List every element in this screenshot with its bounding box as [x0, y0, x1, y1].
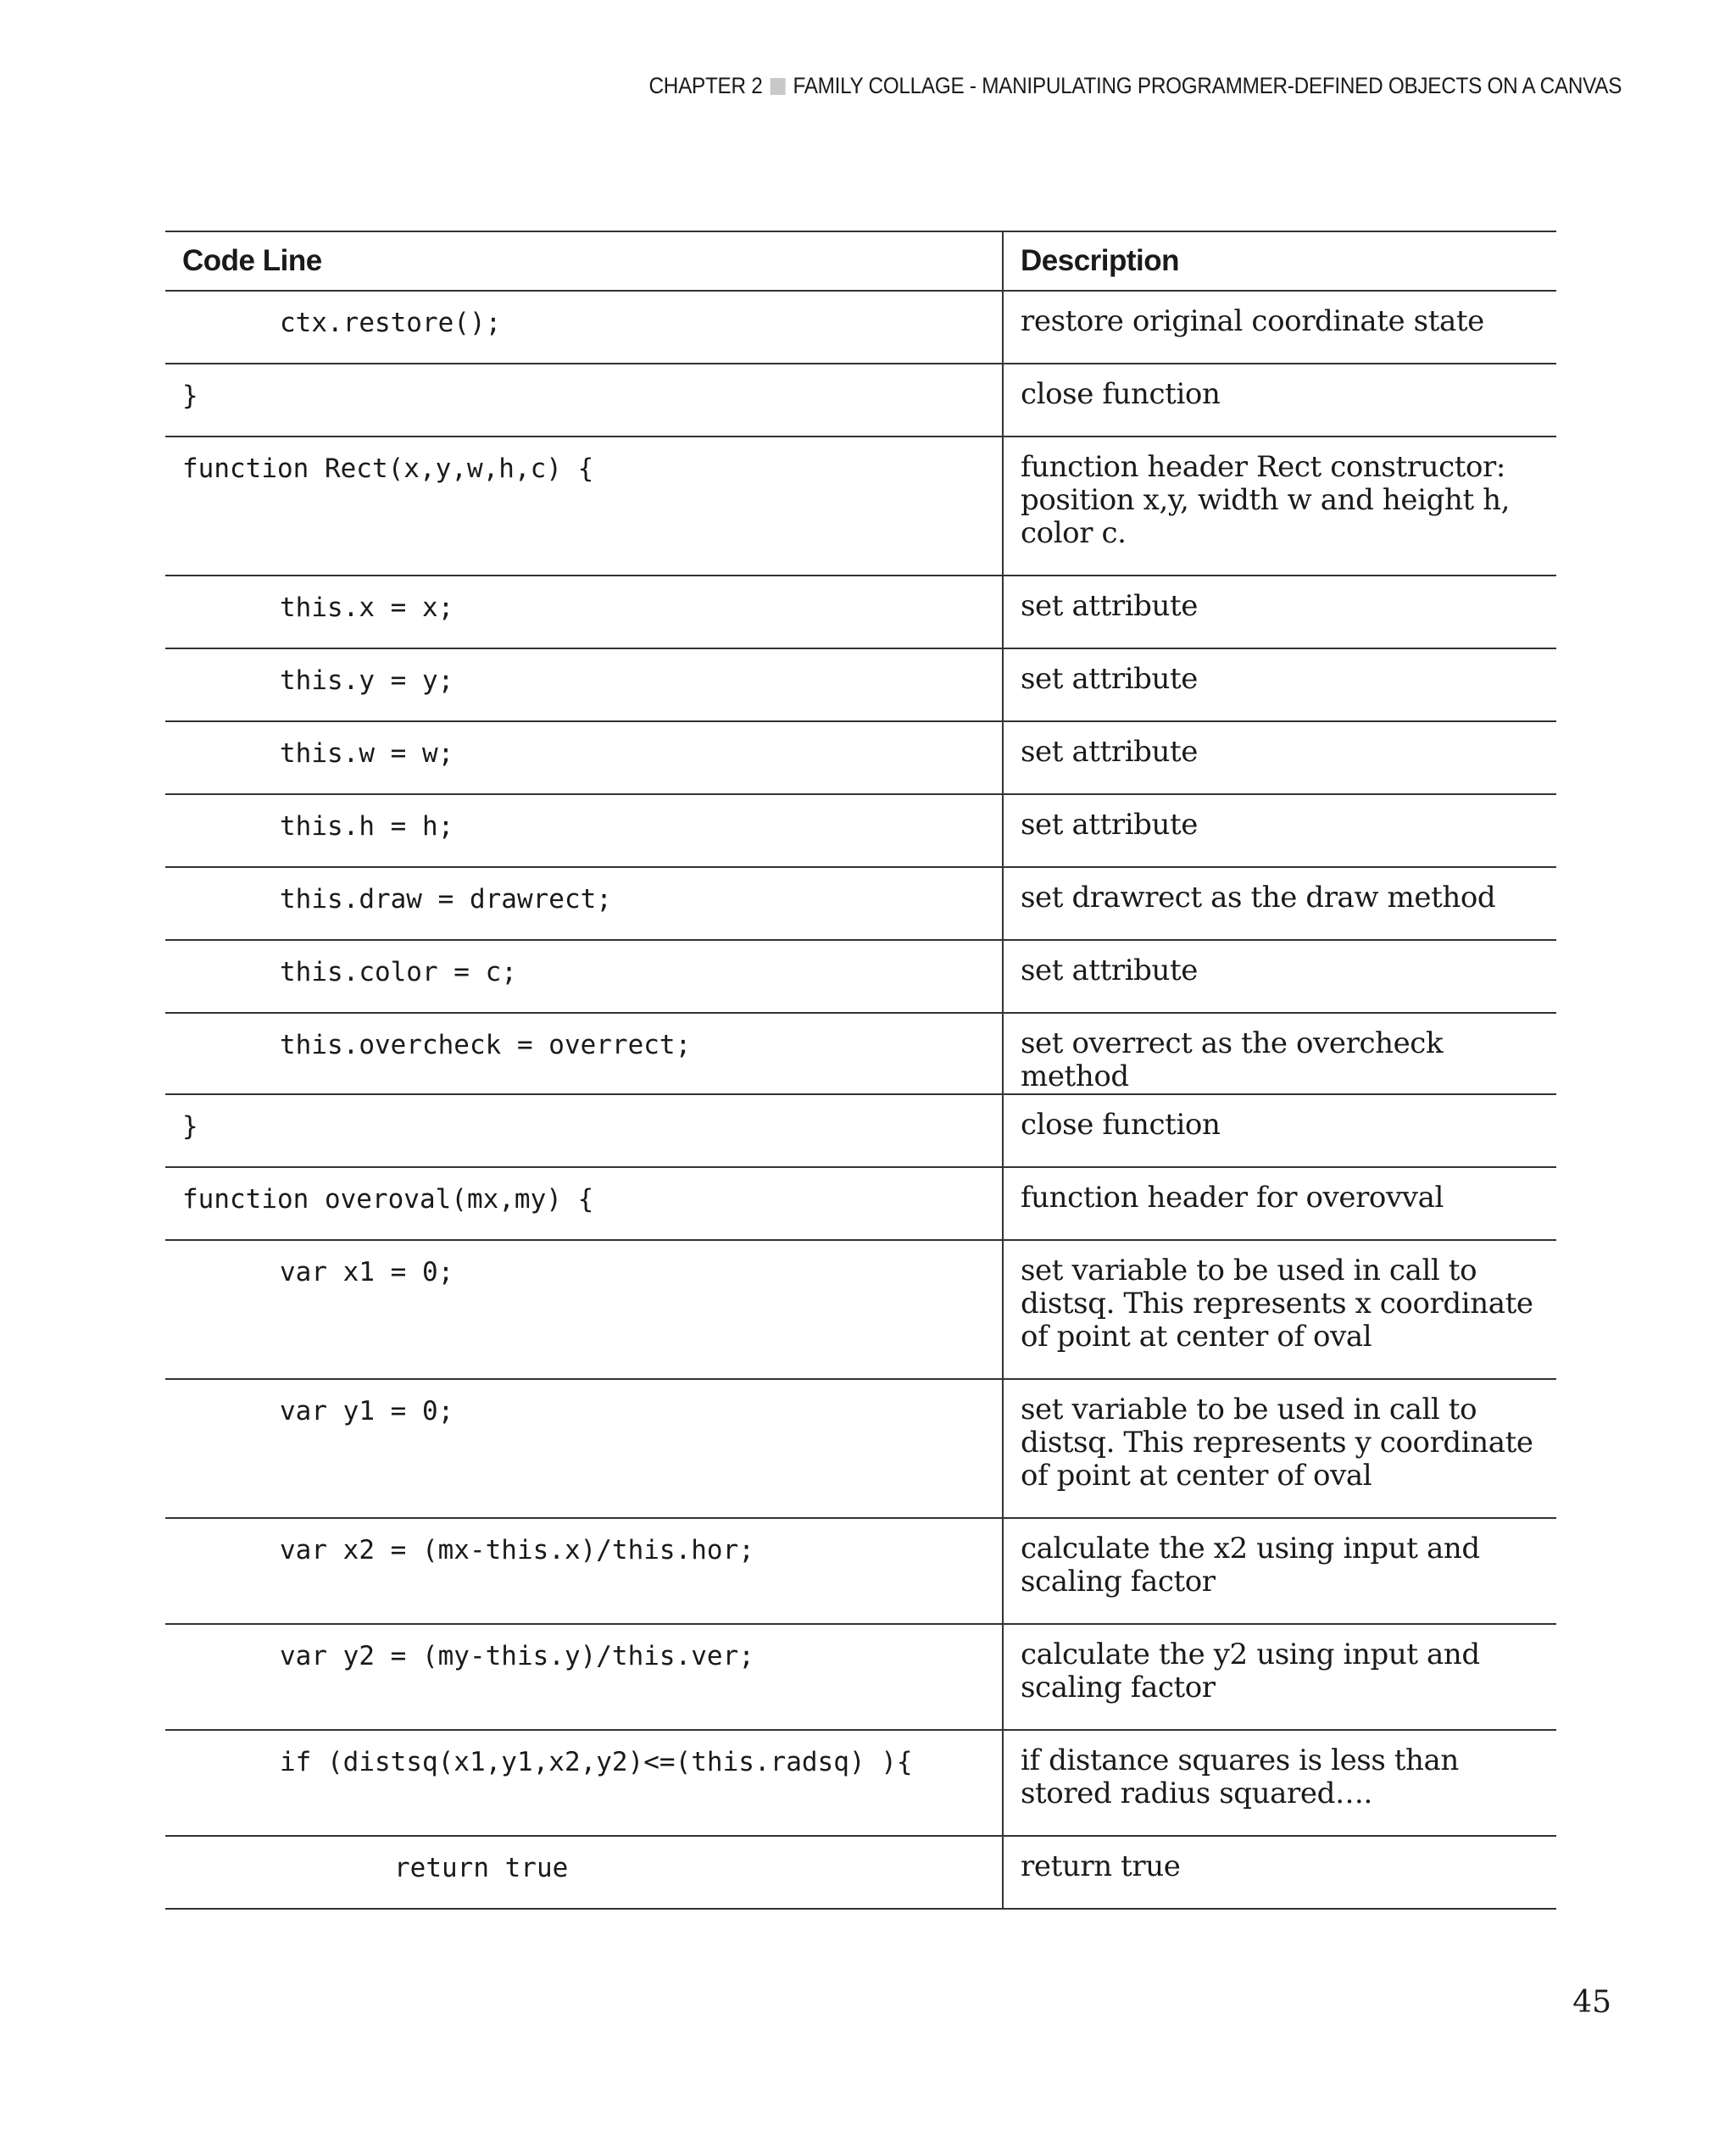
chapter-title: FAMILY COLLAGE - MANIPULATING PROGRAMMER-DEFINED OBJECTS ON A CANVAS	[793, 73, 1622, 98]
chapter-label: CHAPTER 2	[648, 73, 763, 98]
table-row	[165, 1013, 1556, 1094]
table-row	[165, 1379, 1556, 1518]
code-line-cell: var x2 = (mx-this.x)/this.hor;	[165, 1518, 1003, 1624]
table-row	[165, 1240, 1556, 1379]
table-row	[165, 291, 1556, 364]
table-row	[165, 1836, 1556, 1909]
table-row	[165, 1094, 1556, 1167]
code-line-cell: }	[165, 364, 1003, 437]
code-line-cell: if (distsq(x1,y1,x2,y2)<=(this.radsq) ){	[165, 1730, 1003, 1836]
table-row	[165, 648, 1556, 721]
table-row	[165, 364, 1556, 437]
code-line-cell: ctx.restore();	[165, 291, 1003, 364]
description-cell: set attribute	[1003, 794, 1556, 867]
description-cell: return true	[1003, 1836, 1556, 1909]
table-header-row	[165, 231, 1556, 291]
description-cell: if distance squares is less than stored radius squared….	[1003, 1730, 1556, 1836]
code-line-cell: this.w = w;	[165, 721, 1003, 794]
description-cell: calculate the y2 using input and scaling factor	[1003, 1624, 1556, 1730]
description-cell: set overrect as the overcheck method	[1003, 1013, 1556, 1094]
code-line-cell: var y2 = (my-this.y)/this.ver;	[165, 1624, 1003, 1730]
description-cell: close function	[1003, 1094, 1556, 1167]
code-line-cell: this.y = y;	[165, 648, 1003, 721]
table-row	[165, 1167, 1556, 1240]
code-line-cell: this.draw = drawrect;	[165, 867, 1003, 940]
table-row	[165, 576, 1556, 648]
table-row	[165, 721, 1556, 794]
table-row	[165, 867, 1556, 940]
code-line-cell: function Rect(x,y,w,h,c) {	[165, 437, 1003, 576]
code-description-table	[165, 231, 1556, 1910]
code-line-cell: this.h = h;	[165, 794, 1003, 867]
table-row	[165, 437, 1556, 576]
table-row	[165, 1518, 1556, 1624]
table-row	[165, 940, 1556, 1013]
table-row	[165, 1624, 1556, 1730]
code-line-cell: var x1 = 0;	[165, 1240, 1003, 1379]
description-cell: restore original coordinate state	[1003, 291, 1556, 364]
table-row	[165, 794, 1556, 867]
description-cell: set attribute	[1003, 648, 1556, 721]
code-line-cell: return true	[165, 1836, 1003, 1909]
code-line-cell: var y1 = 0;	[165, 1379, 1003, 1518]
description-cell: set variable to be used in call to distsq. This represents x coordinate of point at center of oval	[1003, 1240, 1556, 1379]
running-head	[648, 73, 1622, 99]
description-cell: calculate the x2 using input and scaling factor	[1003, 1518, 1556, 1624]
code-line-cell: this.overcheck = overrect;	[165, 1013, 1003, 1094]
code-line-cell: this.x = x;	[165, 576, 1003, 648]
code-line-cell: this.color = c;	[165, 940, 1003, 1013]
description-cell: set drawrect as the draw method	[1003, 867, 1556, 940]
column-header-description: Description	[1003, 231, 1556, 291]
table-row	[165, 1730, 1556, 1836]
description-cell: function header Rect constructor: position x,y, width w and height h, color c.	[1003, 437, 1556, 576]
description-cell: close function	[1003, 364, 1556, 437]
description-cell: set attribute	[1003, 576, 1556, 648]
separator-square-icon	[770, 78, 785, 95]
page-number: 45	[1572, 1985, 1611, 2020]
description-cell: set variable to be used in call to distsq. This represents y coordinate of point at center of oval	[1003, 1379, 1556, 1518]
description-cell: set attribute	[1003, 940, 1556, 1013]
column-header-code-line: Code Line	[165, 231, 1003, 291]
description-cell: set attribute	[1003, 721, 1556, 794]
description-cell: function header for overovval	[1003, 1167, 1556, 1240]
code-line-cell: }	[165, 1094, 1003, 1167]
code-line-cell: function overoval(mx,my) {	[165, 1167, 1003, 1240]
